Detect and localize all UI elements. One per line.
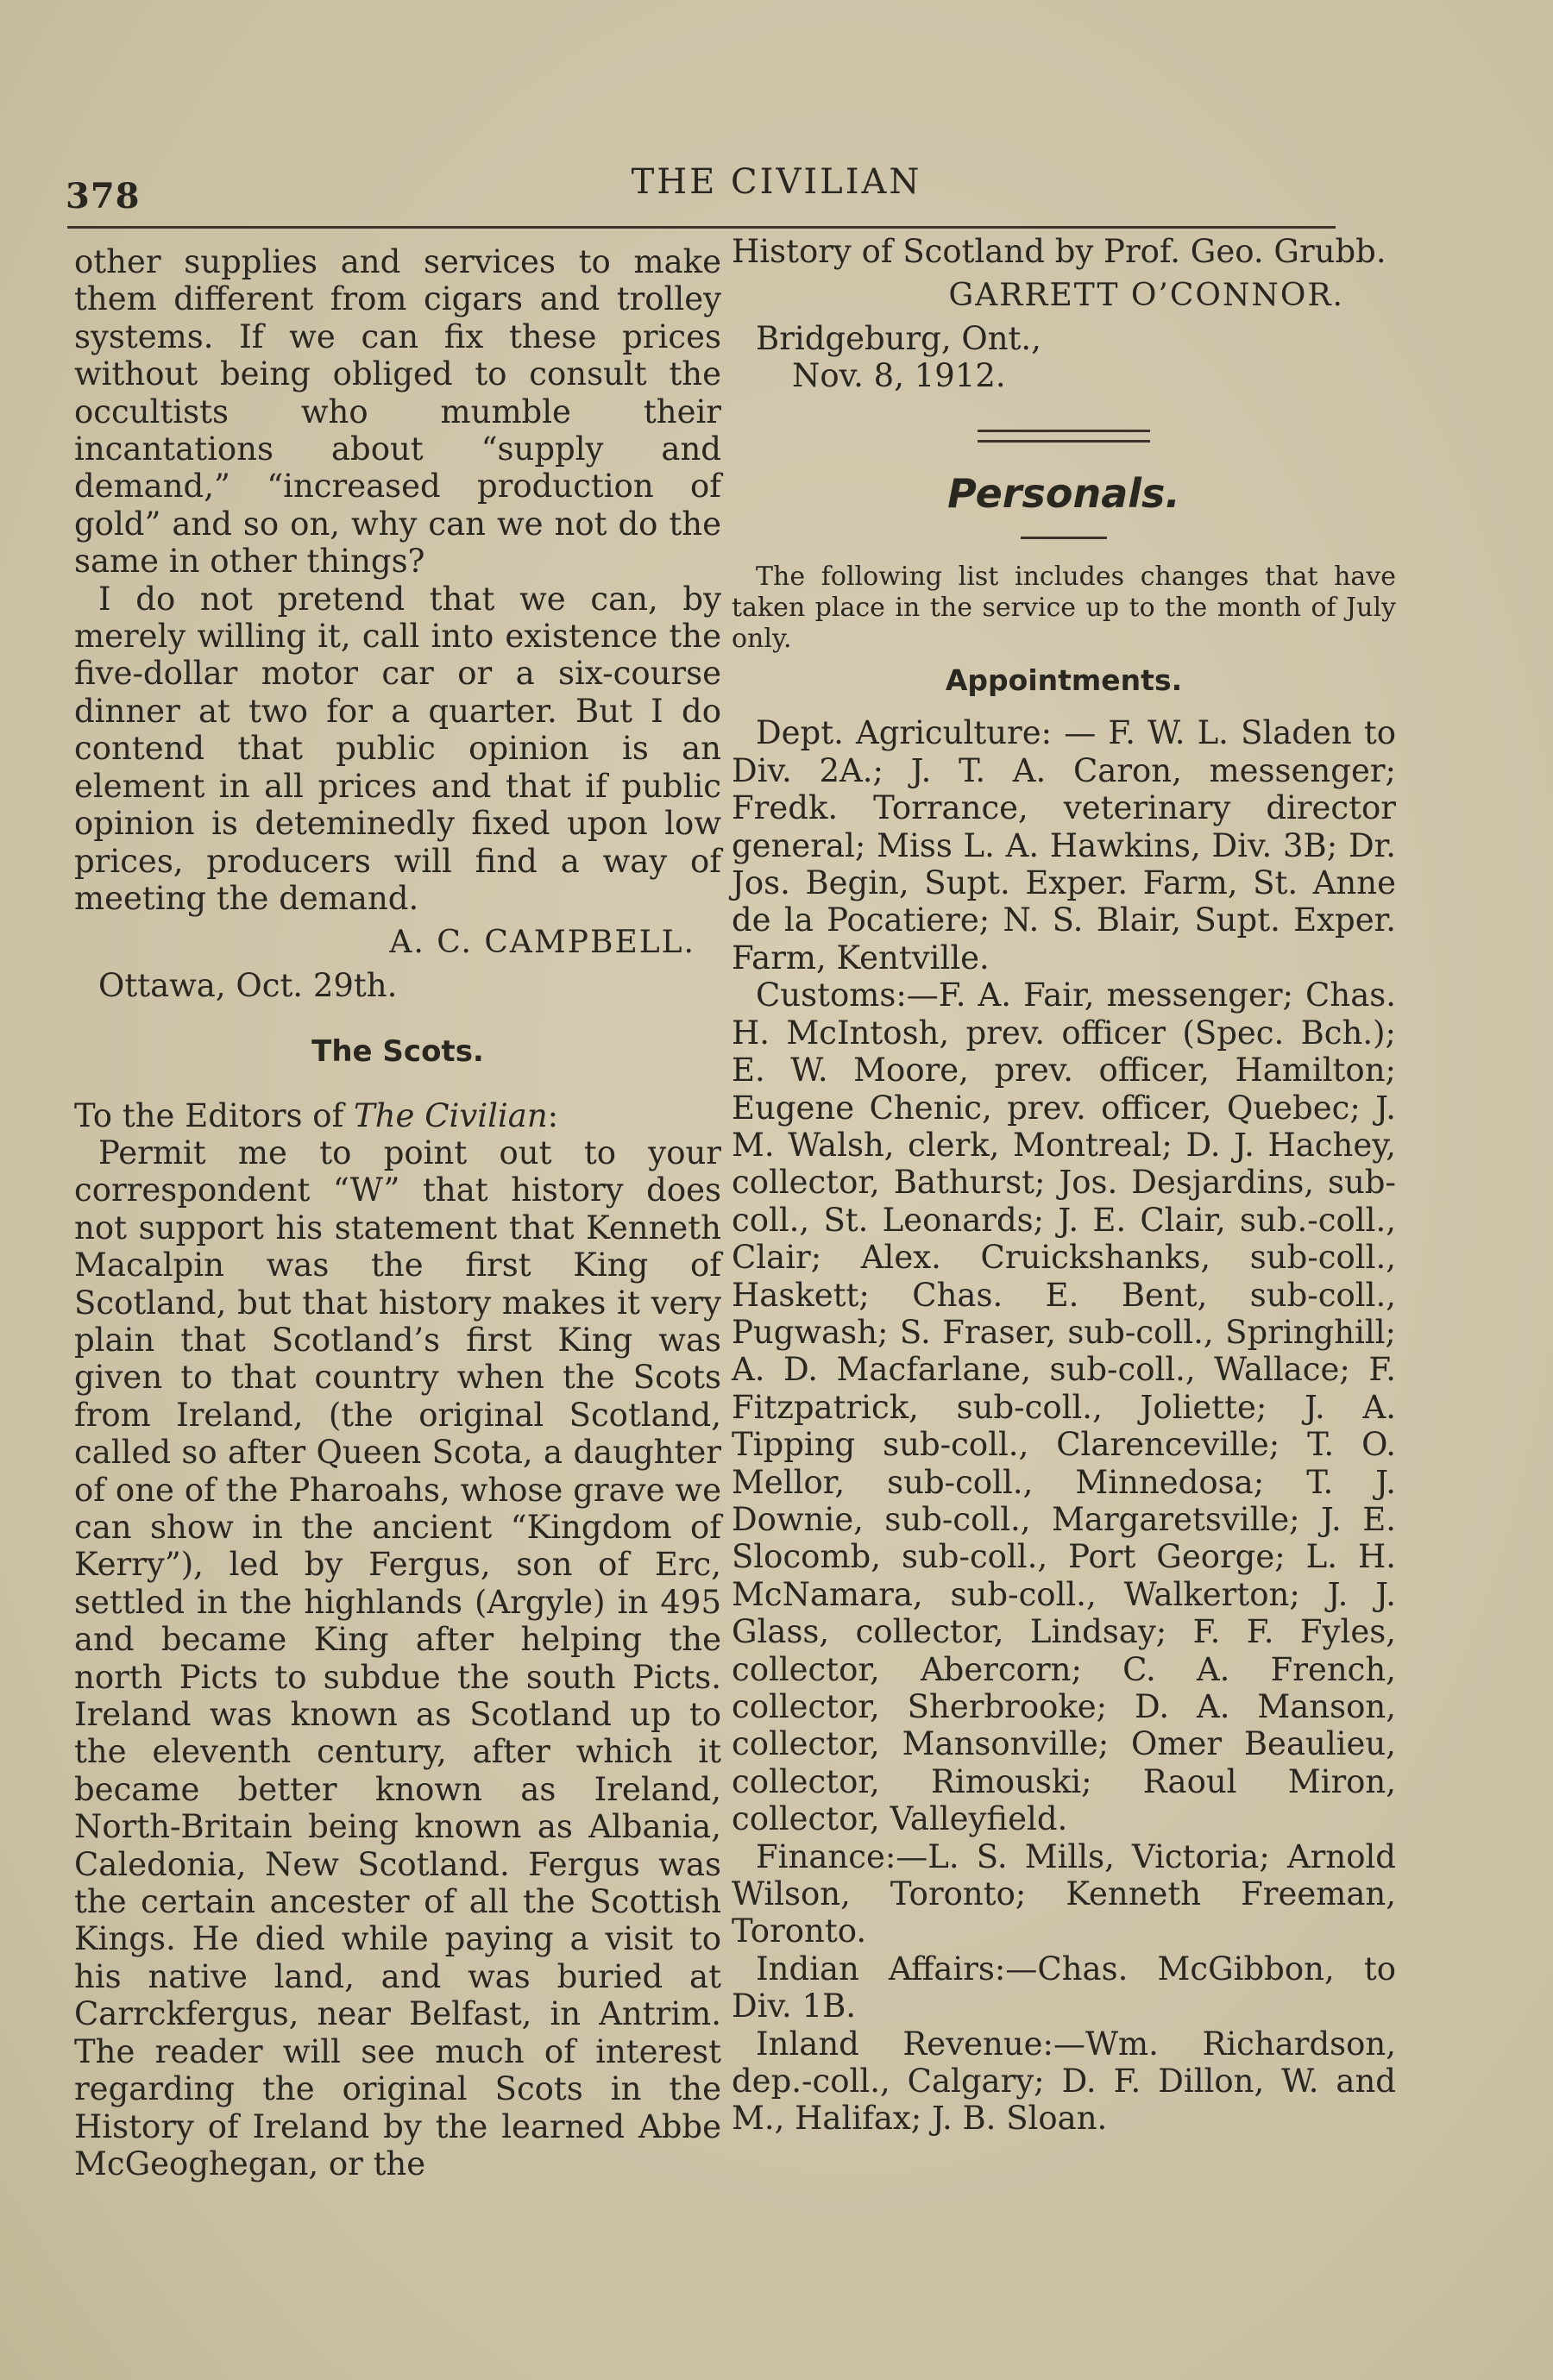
right-column — [732, 233, 1396, 2138]
personals-title: Personals. — [947, 469, 1180, 517]
salutation-prefix: To the Editors of — [74, 1096, 355, 1134]
left-column — [74, 243, 721, 2182]
entry-finance: Finance:—L. S. Mills, Victoria; Arnold Wilson, Toronto; Kenneth Freeman, Toronto. — [732, 1837, 1396, 1950]
appointments-heading: Appointments. — [945, 663, 1183, 698]
entry-indian-affairs: Indian Affairs:—Chas. McGibbon, to Div. 1B. — [732, 1950, 1396, 2025]
scots-continuation: History of Scotland by Prof. Geo. Grubb. — [732, 233, 1386, 270]
scots-body: Permit me to point out to your correspondent “W” that history does not support his statement that Kenneth Macalpin was the first King of Scotland, but that history makes it very plain that Scotland’s first King was given to that country when the Scots from Ireland, (the original Scotland, called so after Queen Scota, a daughter of one of the Pharoahs, whose grave we can show in the ancient “Kingdom of Kerry”), led by Fergus, son of Erc, settled in the highlands (Argyle) in 495 and became King after helping the north Picts to subdue the south Picts. Ireland was known as Scotland up to the eleventh century, after which it became better known as Ireland, North-Britain being known as Albania, Caledonia, New Scotland. Fergus was the certain ancester of all the Scottish Kings. He died while paying a visit to his native land, and was buried at Carrckfergus, near Belfast, in Antrim. The reader will see much of interest regarding the original Scots in the History of Ireland by the learned Abbe McGeoghegan, or the — [74, 1133, 721, 2182]
scots-heading: The Scots. — [311, 1034, 484, 1070]
personals-intro: The following list includes changes that have taken place in the service up to the month of July only. — [732, 562, 1396, 655]
section-divider — [978, 430, 1150, 443]
entry-customs: Customs:—F. A. Fair, messenger; Chas. H. McIntosh, prev. officer (Spec. Bch.); E. W. Moore, prev. officer, Hamilton; Eugene Chenic, prev. officer, Quebec; J. M. Walsh, clerk, Montreal; D. J. Hachey, collector, Bathurst; Jos. Desjardins, sub-coll., St. Leonards; J. E. Clair, sub.-coll., Clair; Alex. Cruickshanks, sub-coll., Haskett; Chas. E. Bent, sub-coll., Pugwash; S. Fraser, sub-coll., Springhill; A. D. Macfarlane, sub-coll., Wallace; F. Fitzpatrick, sub-coll., Joliette; J. A. Tipping sub-coll., Clarenceville; T. O. Mellor, sub-coll., Minnedosa; T. J. Downie, sub-coll., Margaretsville; J. E. Slocomb, sub-coll., Port George; L. H. McNamara, sub-coll., Walkerton; J. J. Glass, collector, Lindsay; F. F. Fyles, collector, Abercorn; C. A. French, collector, Sherbrooke; D. A. Manson, collector, Mansonville; Omer Beaulieu, collector, Rimouski; Raoul Miron, collector, Valleyfield. — [732, 976, 1396, 1838]
page-number: 378 — [66, 176, 141, 217]
scots-signature: GARRETT O’CONNOR. — [948, 278, 1344, 314]
scots-place: Bridgeburg, Ont., — [756, 319, 1041, 357]
entry-agriculture: Dept. Agriculture: — F. W. L. Sladen to Div. 2A.; J. T. A. Caron, messenger; Fredk. Torrance, veterinary director general; Miss L. A. Hawkins, Div. 3B; Dr. Jos. Begin, Supt. Exper. Farm, St. Anne de la Pocatiere; N. S. Blair, Supt. Exper. Farm, Kentville. — [732, 714, 1396, 976]
header-rule — [67, 226, 1336, 229]
letter-paragraph-2: I do not pretend that we can, by merely willing it, call into existence the five-dollar motor car or a six-course dinner at two for a quarter. But I do contend that public opinion is an element in all prices and that if public opinion is deteminedly fixed upon low prices, producers will find a way of meeting the demand. — [74, 580, 721, 917]
running-title: THE CIVILIAN — [631, 162, 922, 202]
letter-paragraph-1: other supplies and services to make them different from cigars and trolley systems. If we can fix these prices without being obliged to consult the occultists who mumble their incantations about “supply and demand,” “increased production of gold” and so on, why can we not do the same in other things? — [74, 243, 721, 581]
personals-rule — [1021, 537, 1107, 539]
entry-inland-revenue: Inland Revenue:—Wm. Richardson, dep.-coll., Calgary; D. F. Dillon, W. and M., Halifax; J. B. Sloan. — [732, 2025, 1396, 2138]
letter-signature: A. C. CAMPBELL. — [389, 925, 695, 961]
letter-dateline: Ottawa, Oct. 29th. — [98, 966, 398, 1004]
scots-salutation — [74, 1097, 721, 1134]
salutation-suffix: : — [547, 1096, 559, 1134]
salutation-publication: The Civilian — [354, 1096, 548, 1134]
scots-date: Nov. 8, 1912. — [792, 357, 1006, 395]
